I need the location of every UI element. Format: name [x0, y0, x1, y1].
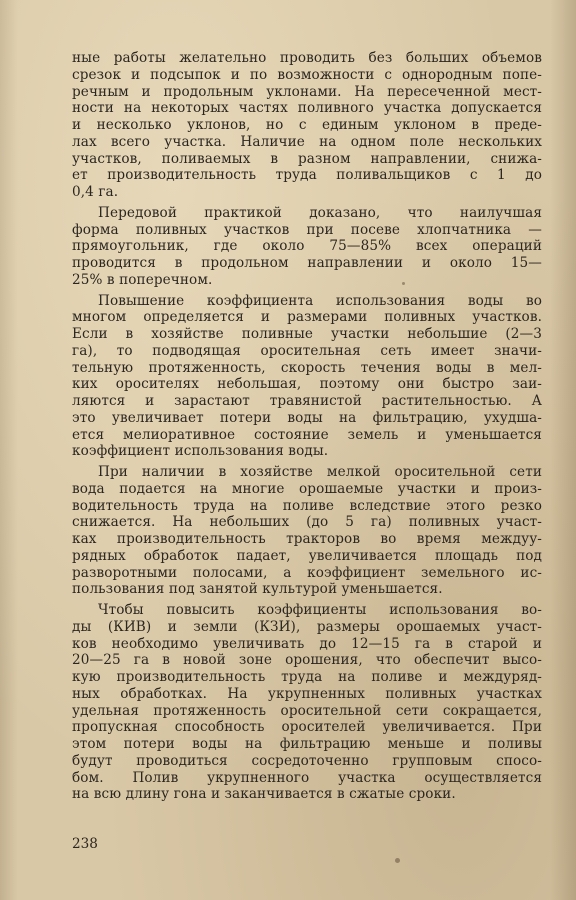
- text-line: и несколько уклонов, но с единым уклоном в преде-: [72, 117, 542, 133]
- text-line: вода подается на многие орошаемые участки и произ-: [72, 480, 542, 497]
- text-line: ных обработках. На укрупненных поливных участках: [72, 685, 542, 702]
- paper-spot: [402, 282, 405, 285]
- text-line: удельная протяженность оросительной сети сокращается,: [72, 702, 542, 719]
- text-line: прямоугольник, где около 75—85% всех операций: [72, 238, 542, 255]
- text-line: ков необходимо увеличивать до 12—15 га в старой и: [72, 635, 542, 652]
- text-line: пользования под занятой культурой уменьшается.: [72, 581, 443, 598]
- text-line: ется мелиоративное состояние земель и уменьшается: [72, 426, 542, 443]
- text-line: Если в хозяйстве поливные участки небольшие (2—3: [72, 326, 542, 342]
- text-line: При наличии в хозяйстве мелкой оросительной сети: [98, 464, 542, 480]
- text-line: водительность труда на поливе вследствие этого резко: [72, 497, 542, 514]
- text-line: 0,4 га.: [72, 184, 119, 200]
- text-line: коэффициент использования воды.: [72, 443, 329, 460]
- text-line: рядных обработок падает, увеличивается площадь под: [72, 547, 542, 564]
- text-line: бом. Полив укрупненного участка осуществляется: [72, 769, 542, 786]
- text-line: участков, поливаемых в разном направлении, снижа-: [72, 150, 542, 167]
- text-line: пропускная способность оросителей увеличивается. При: [72, 719, 542, 736]
- paragraph: [72, 602, 542, 803]
- text-line: ких оросителях небольшая, поэтому они быстро заи-: [72, 376, 542, 393]
- text-line: ды (КИВ) и земли (КЗИ), размеры орошаемых участ-: [72, 618, 542, 635]
- paper-spot: [395, 858, 400, 863]
- text-line: этом потери воды на фильтрацию меньше и поливы: [72, 736, 542, 752]
- paragraph: [72, 464, 542, 598]
- page-number: 238: [72, 836, 98, 852]
- text-line: форма поливных участков при посеве хлопчатника —: [72, 221, 542, 238]
- text-line: будут проводиться сосредоточенно групповым спосо-: [72, 752, 542, 769]
- text-line: ет производительность труда поливальщиков с 1 до: [72, 167, 542, 184]
- text-line: срезок и подсыпок и по возможности с однородным попе-: [72, 66, 542, 83]
- text-line: 25% в поперечном.: [72, 271, 213, 288]
- paragraph: [72, 50, 542, 201]
- text-line: Повышение коэффициента использования воды во: [98, 292, 542, 309]
- text-line: ляются и зарастают травянистой растительностью. А: [72, 393, 542, 409]
- text-line: кую производительность труда на поливе и междуряд-: [72, 669, 542, 685]
- text-line: многом определяется и размерами поливных участков.: [72, 309, 542, 326]
- text-line: Передовой практикой доказано, что наилучшая: [98, 204, 542, 221]
- body-text: [72, 50, 542, 803]
- text-line: Чтобы повысить коэффициенты использования во-: [98, 602, 542, 618]
- text-line: на всю длину гона и заканчивается в сжатые сроки.: [72, 786, 456, 803]
- text-line: это увеличивает потери воды на фильтрацию, ухудша-: [72, 409, 542, 426]
- text-line: проводится в продольном направлении и около 15—: [72, 255, 542, 271]
- text-line: 20—25 га в новой зоне орошения, что обеспечит высо-: [72, 652, 542, 669]
- text-line: разворотными полосами, а коэффициент земельного ис-: [72, 564, 542, 581]
- text-line: ные работы желательно проводить без больших объемов: [72, 50, 542, 66]
- paragraph: [72, 293, 542, 461]
- text-line: ках производительность тракторов во время междуу-: [72, 531, 542, 547]
- page-body: [72, 50, 542, 803]
- text-line: ности на некоторых частях поливного участка допускается: [72, 100, 542, 117]
- paragraph: [72, 205, 542, 289]
- text-line: тельную протяженность, скорость течения воды в мел-: [72, 359, 542, 376]
- text-line: лах всего участка. Наличие на одном поле нескольких: [72, 133, 542, 150]
- text-line: га), то подводящая оросительная сеть имеет значи-: [72, 342, 542, 359]
- text-line: снижается. На небольших (до 5 га) поливных участ-: [72, 514, 542, 531]
- text-line: речным и продольным уклонами. На пересеченной мест-: [72, 83, 542, 100]
